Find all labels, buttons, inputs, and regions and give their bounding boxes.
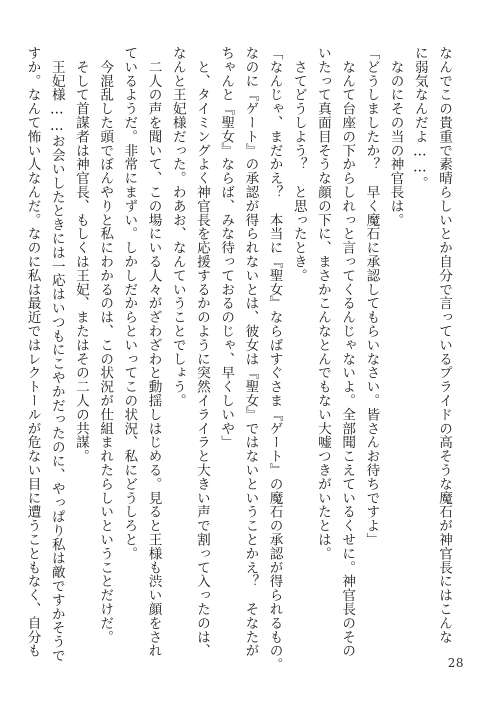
- text-line-3: なのにその当の神官長は。: [387, 46, 404, 227]
- page-number: 28: [447, 656, 464, 670]
- text-line-18: すか。なんて怖い人なんだ。なのに私は最近ではレクトールが危ない目に遭うこともなく、自分も: [24, 46, 41, 658]
- text-line-7: さてどうしよう？ と思ったとき。: [290, 46, 307, 283]
- text-line-11: と、タイミングよく神官長を応援するかのように突然イライラと大きい声で割って入ったのは、: [193, 46, 210, 658]
- text-line-2: に弱気なんだよ……。: [411, 46, 428, 190]
- text-line-14: ているようだ。非常にまずい。しかしだからといってこの状況、私にどうしろと。: [121, 46, 138, 561]
- text-line-15: 今混乱した頭でぼんやりと私にわかるのは、この状況が仕組まれたらしいということだけだ。: [97, 46, 114, 644]
- text-line-6: いたって真面目そうな顔の下に、まさかこんなとんでもない大嘘つきがいたとは。: [314, 46, 331, 561]
- text-line-13: 二人の声を聞いて、この場にいる人々がざわざわと動揺しはじめる。見ると王様も渋い顔をされ: [145, 46, 162, 658]
- text-line-17: 王妃様……お会いしたときには一応はいつもにこやかだったのに、やっぱり私は敵ですかそうで: [48, 46, 65, 663]
- text-line-4: 「どうしましたか？ 早く魔石に承認してもらいなさい。皆さんお待ちですよ」: [363, 46, 380, 547]
- text-line-16: そして首謀者は神官長、もしくは王妃、またはその二人の共謀。: [72, 46, 89, 463]
- text-line-12: なんと王妃様だった。わあお、なんていうことでしょう。: [169, 46, 186, 408]
- text-line-8: 「なんじゃ、まだかえ？ 本当に『聖女』ならばすぐさま『ゲート』の魔石の承認が得られるもの。: [266, 46, 283, 672]
- text-line-5: なんて台座の下からしれっと言ってくるんじゃないよ。全部聞こえているくせに。神官長のその: [339, 46, 356, 658]
- text-line-10: ちゃんと『聖女』ならば、みな待っておるのじゃ、早くしいや」: [218, 46, 235, 450]
- text-line-9: なのに『ゲート』の承認が得られないとは、彼女は『聖女』ではないということかえ？ そなたが: [242, 46, 259, 658]
- text-line-1: なんでこの貴重で素晴らしいとか自分で言っているプライドの高そうな魔石が神官長にはこんな: [436, 46, 452, 644]
